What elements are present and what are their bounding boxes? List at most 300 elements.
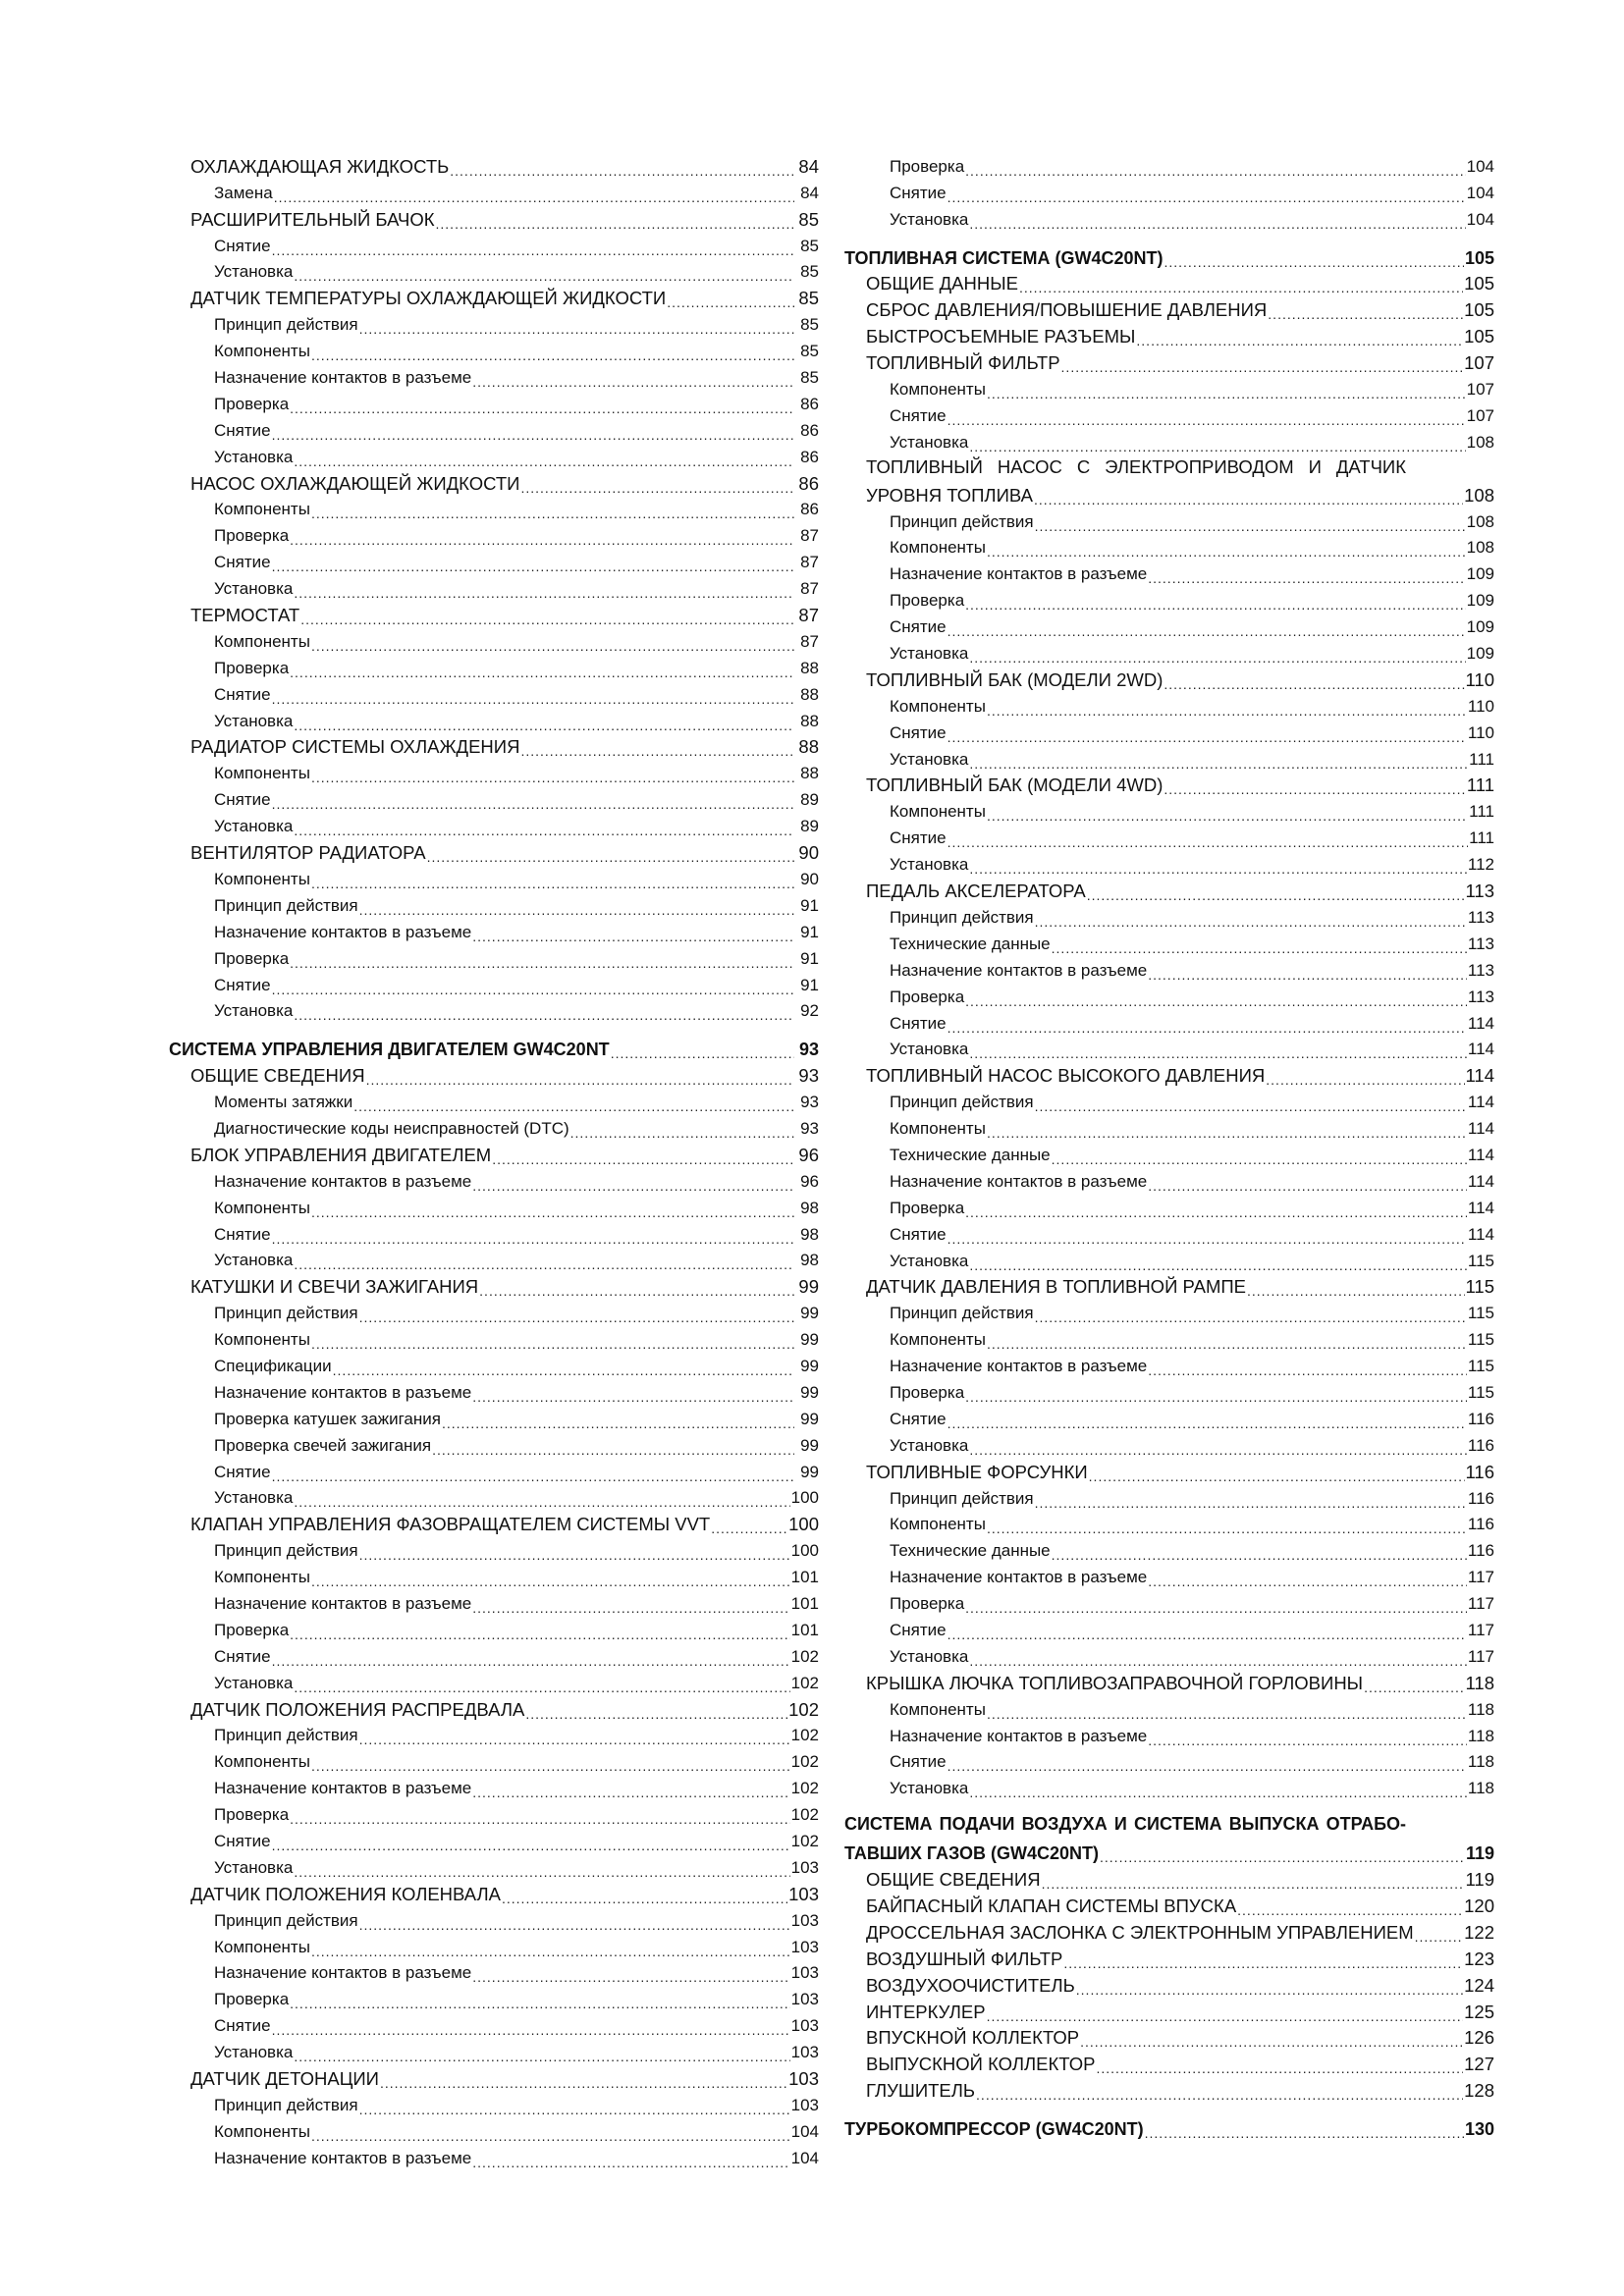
- toc-chapter-entry[interactable]: [169, 1509, 819, 1535]
- toc-subitem-entry[interactable]: [169, 2090, 819, 2116]
- toc-leader-dots: [472, 367, 794, 389]
- toc-subitem-entry[interactable]: [844, 1510, 1494, 1536]
- toc-leader-dots: [359, 895, 794, 917]
- toc-subitem-entry[interactable]: [169, 1404, 819, 1430]
- toc-page-number: 85: [798, 208, 819, 230]
- toc-entry-title: ДАТЧИК ДАВЛЕНИЯ В ТОПЛИВНОЙ РАМПЕ: [866, 1276, 1246, 1298]
- toc-chapter-entry[interactable]: [844, 294, 1494, 321]
- toc-subitem-entry[interactable]: [169, 1219, 819, 1246]
- toc-page-number: 105: [1464, 326, 1494, 347]
- toc-subitem-entry[interactable]: [169, 890, 819, 917]
- toc-page-number: 98: [800, 1251, 819, 1270]
- toc-entry-title: Спецификации: [214, 1356, 332, 1375]
- toc-chapter-entry[interactable]: [169, 732, 819, 759]
- toc-leader-dots: [290, 1989, 789, 2010]
- toc-chapter-entry[interactable]: [169, 204, 819, 231]
- toc-subitem-entry[interactable]: [844, 1377, 1494, 1404]
- toc-subitem-entry[interactable]: [844, 427, 1494, 454]
- toc-leader-dots: [1148, 563, 1465, 585]
- toc-leader-dots: [965, 1593, 1467, 1615]
- toc-chapter-entry[interactable]: [844, 1457, 1494, 1483]
- toc-subitem-entry[interactable]: [169, 2010, 819, 2037]
- toc-subitem-entry[interactable]: [844, 1430, 1494, 1457]
- toc-leader-dots: [1035, 1488, 1467, 1510]
- toc-subitem-entry[interactable]: [844, 1773, 1494, 1799]
- toc-entry-title: БЛОК УПРАВЛЕНИЯ ДВИГАТЕЛЕМ: [190, 1144, 492, 1165]
- toc-leader-dots: [311, 869, 794, 890]
- toc-subitem-entry[interactable]: [169, 178, 819, 204]
- toc-page-number: 88: [800, 764, 819, 783]
- toc-subitem-entry[interactable]: [844, 585, 1494, 612]
- toc-page-number: 109: [1466, 564, 1494, 584]
- toc-subitem-entry[interactable]: [169, 758, 819, 784]
- toc-page-number: 96: [798, 1144, 819, 1165]
- toc-entry-line2: [844, 1838, 1494, 1864]
- toc-subitem-entry[interactable]: [169, 573, 819, 600]
- toc-entry-title: Проверка: [214, 658, 290, 677]
- toc-subitem-entry[interactable]: [169, 996, 819, 1023]
- toc-subitem-entry[interactable]: [169, 1430, 819, 1457]
- toc-subitem-entry[interactable]: [844, 612, 1494, 638]
- toc-chapter-entry[interactable]: [844, 665, 1494, 691]
- toc-page-number: 113: [1465, 881, 1494, 902]
- toc-subitem-entry[interactable]: [844, 796, 1494, 823]
- toc-page-number: 108: [1464, 484, 1494, 506]
- toc-page-number: 113: [1467, 987, 1494, 1006]
- toc-page-number: 118: [1465, 1672, 1494, 1693]
- toc-subitem-entry[interactable]: [844, 400, 1494, 427]
- toc-entry-title: Установка: [890, 1251, 969, 1270]
- toc-page-number: 99: [800, 1356, 819, 1375]
- toc-subitem-entry[interactable]: [169, 2037, 819, 2063]
- toc-chapter-entry[interactable]: [844, 269, 1494, 295]
- toc-subitem-entry[interactable]: [844, 955, 1494, 982]
- toc-entry-title: ДАТЧИК ПОЛОЖЕНИЯ КОЛЕНВАЛА: [190, 1883, 501, 1904]
- toc-leader-dots: [359, 2095, 790, 2116]
- toc-leader-dots: [965, 1198, 1467, 1219]
- toc-subitem-entry[interactable]: [844, 1351, 1494, 1377]
- toc-subitem-entry[interactable]: [844, 1219, 1494, 1246]
- toc-subitem-entry[interactable]: [844, 1588, 1494, 1615]
- toc-entry-title: ОХЛАЖДАЮЩАЯ ЖИДКОСТЬ: [190, 155, 450, 177]
- toc-subitem-entry[interactable]: [169, 1535, 819, 1562]
- toc-entry-title: Компоненты: [890, 1515, 986, 1534]
- toc-leader-dots: [987, 379, 1466, 400]
- toc-leader-dots: [1148, 1356, 1467, 1377]
- toc-page-number: 102: [790, 1805, 819, 1825]
- toc-entry-title: Снятие: [214, 790, 271, 810]
- toc-leader-dots: [294, 261, 794, 283]
- toc-chapter-entry[interactable]: [844, 1944, 1494, 1970]
- toc-leader-dots: [1019, 273, 1463, 294]
- toc-page-number: 86: [800, 500, 819, 519]
- toc-subitem-entry[interactable]: [844, 1535, 1494, 1562]
- toc-subitem-entry[interactable]: [169, 1905, 819, 1932]
- toc-page-number: 103: [790, 1937, 819, 1956]
- toc-section-entry[interactable]: [844, 1811, 1494, 1864]
- toc-leader-dots: [667, 288, 794, 309]
- toc-subitem-entry[interactable]: [169, 1351, 819, 1377]
- toc-entry-title: Проверка: [214, 526, 290, 546]
- toc-entry-title: Снятие: [890, 722, 947, 742]
- toc-subitem-entry[interactable]: [844, 1562, 1494, 1588]
- toc-subitem-entry[interactable]: [169, 520, 819, 547]
- toc-subitem-entry[interactable]: [844, 1324, 1494, 1351]
- toc-subitem-entry[interactable]: [844, 1113, 1494, 1140]
- toc-page-number: 108: [1466, 538, 1494, 558]
- toc-leader-dots: [969, 643, 1465, 665]
- toc-entry-title: Снятие: [214, 420, 271, 440]
- toc-subitem-entry[interactable]: [844, 178, 1494, 204]
- toc-subitem-entry[interactable]: [169, 811, 819, 837]
- toc-subitem-entry[interactable]: [169, 309, 819, 336]
- toc-chapter-entry[interactable]: [169, 1140, 819, 1166]
- toc-page-number: 118: [1467, 1752, 1494, 1772]
- toc-subitem-entry[interactable]: [844, 929, 1494, 955]
- toc-leader-dots: [472, 1171, 794, 1193]
- toc-entry-title: Назначение контактов в разъеме: [214, 1779, 472, 1798]
- toc-leader-dots: [290, 525, 794, 547]
- toc-subitem-entry[interactable]: [844, 1404, 1494, 1430]
- toc-leader-dots: [311, 1937, 790, 1958]
- toc-entry-title: НАСОС ОХЛАЖДАЮЩЕЙ ЖИДКОСТИ: [190, 472, 520, 494]
- toc-subitem-entry[interactable]: [169, 547, 819, 573]
- toc-entry-title: Принцип действия: [214, 1541, 358, 1561]
- toc-subitem-entry[interactable]: [844, 1747, 1494, 1774]
- toc-subitem-entry[interactable]: [844, 1008, 1494, 1035]
- toc-subitem-entry[interactable]: [169, 1773, 819, 1799]
- toc-chapter-entry[interactable]: [169, 837, 819, 864]
- toc-subitem-entry[interactable]: [169, 336, 819, 362]
- toc-entry-title: Назначение контактов в разъеме: [214, 1593, 472, 1613]
- toc-subitem-entry[interactable]: [844, 151, 1494, 178]
- toc-page-number: 116: [1467, 1541, 1494, 1561]
- toc-entry-title: Проверка: [890, 1594, 965, 1614]
- toc-entry-title: Установка: [214, 1001, 294, 1021]
- toc-entry-title: Принцип действия: [214, 1726, 358, 1745]
- toc-page-number: 116: [1467, 1409, 1494, 1428]
- toc-subitem-entry[interactable]: [169, 2116, 819, 2143]
- toc-chapter-entry[interactable]: [844, 1917, 1494, 1944]
- toc-entry-title: Установка: [890, 1779, 969, 1798]
- toc-leader-dots: [969, 749, 1468, 771]
- toc-chapter-entry[interactable]: [844, 1997, 1494, 2023]
- toc-entry-title: Установка: [890, 1040, 969, 1059]
- toc-chapter-entry[interactable]: [169, 1060, 819, 1087]
- toc-leader-dots: [333, 1356, 794, 1377]
- toc-entry-title: Установка: [890, 209, 969, 229]
- toc-page-number: 109: [1466, 591, 1494, 611]
- toc-leader-dots: [1148, 1726, 1467, 1747]
- toc-subitem-entry[interactable]: [169, 1932, 819, 1958]
- toc-subitem-entry[interactable]: [844, 1615, 1494, 1641]
- toc-leader-dots: [987, 1329, 1467, 1351]
- toc-section-entry[interactable]: [844, 242, 1494, 269]
- toc-chapter-entry[interactable]: [169, 283, 819, 309]
- toc-page-number: 102: [790, 1646, 819, 1666]
- toc-chapter-entry[interactable]: [844, 321, 1494, 347]
- toc-page-number: 86: [800, 420, 819, 440]
- toc-subitem-entry[interactable]: [844, 744, 1494, 771]
- toc-entry-title: ТОПЛИВНЫЙ БАК (МОДЕЛИ 4WD): [866, 774, 1164, 796]
- toc-page-number: 99: [800, 1462, 819, 1481]
- toc-page-number: 85: [800, 342, 819, 361]
- toc-entry-title: РАДИАТОР СИСТЕМЫ ОХЛАЖДЕНИЯ: [190, 736, 520, 758]
- toc-section-entry[interactable]: [844, 2113, 1494, 2140]
- toc-leader-dots: [294, 1000, 794, 1022]
- toc-leader-dots: [311, 1567, 790, 1588]
- toc-page-number: 102: [790, 1726, 819, 1745]
- toc-leader-dots: [947, 1224, 1467, 1246]
- toc-page-number: 115: [1467, 1330, 1494, 1350]
- toc-subitem-entry[interactable]: [169, 1668, 819, 1694]
- toc-subitem-entry[interactable]: [844, 1140, 1494, 1166]
- toc-chapter-entry[interactable]: [844, 1891, 1494, 1917]
- toc-entry-title: Снятие: [214, 553, 271, 572]
- toc-page-number: 103: [790, 1963, 819, 1983]
- toc-entry-title: Установка: [214, 2043, 294, 2062]
- toc-page-number: 126: [1464, 2027, 1494, 2049]
- toc-leader-dots: [272, 1831, 790, 1852]
- toc-subitem-entry[interactable]: [169, 864, 819, 890]
- toc-leader-dots: [290, 658, 794, 679]
- toc-page-number: 118: [1467, 1726, 1494, 1745]
- toc-leader-dots: [1042, 1869, 1465, 1891]
- toc-entry-title: Снятие: [890, 1013, 947, 1033]
- toc-entry-title: Технические данные: [890, 1145, 1051, 1164]
- toc-subitem-entry[interactable]: [169, 970, 819, 996]
- toc-subitem-entry[interactable]: [169, 2143, 819, 2169]
- toc-subitem-entry[interactable]: [844, 638, 1494, 665]
- toc-subitem-entry[interactable]: [169, 706, 819, 732]
- toc-entry-title: Принцип действия: [214, 1304, 358, 1323]
- toc-entry-title: Компоненты: [214, 1330, 310, 1350]
- toc-chapter-entry[interactable]: [844, 1668, 1494, 1694]
- toc-subitem-entry[interactable]: [169, 1166, 819, 1193]
- toc-entry-title: ТОПЛИВНЫЙ ФИЛЬТР: [866, 352, 1060, 374]
- toc-subitem-entry[interactable]: [169, 1799, 819, 1826]
- toc-chapter-entry[interactable]: [844, 454, 1494, 507]
- toc-leader-dots: [432, 1435, 794, 1457]
- toc-leader-dots: [311, 341, 794, 362]
- toc-subitem-entry[interactable]: [844, 1694, 1494, 1721]
- toc-page-number: 114: [1467, 1119, 1494, 1139]
- toc-subitem-entry[interactable]: [844, 1246, 1494, 1272]
- toc-subitem-entry[interactable]: [169, 1324, 819, 1351]
- toc-entry-title: Компоненты: [890, 696, 986, 716]
- toc-page-number: 84: [800, 183, 819, 202]
- toc-subitem-entry[interactable]: [169, 1826, 819, 1852]
- toc-chapter-entry[interactable]: [844, 2023, 1494, 2050]
- toc-subitem-entry[interactable]: [169, 943, 819, 970]
- toc-entry-title: ТОПЛИВНЫЙ НАСОС ВЫСОКОГО ДАВЛЕНИЯ: [866, 1065, 1266, 1087]
- toc-leader-dots: [311, 1751, 790, 1773]
- toc-page-number: 113: [1467, 934, 1494, 953]
- toc-page-number: 111: [1469, 802, 1494, 822]
- toc-chapter-entry[interactable]: [844, 1060, 1494, 1087]
- toc-subitem-entry[interactable]: [844, 691, 1494, 718]
- toc-leader-dots: [436, 209, 794, 231]
- toc-chapter-entry[interactable]: [169, 2063, 819, 2090]
- toc-entry-title: КАТУШКИ И СВЕЧИ ЗАЖИГАНИЯ: [190, 1276, 479, 1298]
- toc-leader-dots: [294, 447, 794, 468]
- toc-entry-title: ОБЩИЕ СВЕДЕНИЯ: [190, 1065, 365, 1087]
- toc-subitem-entry[interactable]: [169, 1483, 819, 1510]
- toc-subitem-entry[interactable]: [169, 626, 819, 653]
- toc-page-number: 103: [790, 1857, 819, 1877]
- toc-chapter-entry[interactable]: [169, 1271, 819, 1298]
- toc-subitem-entry[interactable]: [169, 1588, 819, 1615]
- toc-column-right: [844, 151, 1494, 2140]
- toc-entry-title: Принцип действия: [214, 895, 358, 915]
- toc-chapter-entry[interactable]: [844, 2049, 1494, 2075]
- toc-page-number: 85: [800, 262, 819, 282]
- toc-subitem-entry[interactable]: [169, 1113, 819, 1140]
- toc-subitem-entry[interactable]: [169, 1746, 819, 1773]
- toc-subitem-entry[interactable]: [169, 257, 819, 284]
- toc-chapter-entry[interactable]: [844, 876, 1494, 902]
- toc-subitem-entry[interactable]: [169, 653, 819, 679]
- toc-page-number: 117: [1467, 1620, 1494, 1639]
- toc-entry-title: ВОЗДУШНЫЙ ФИЛЬТР: [866, 1948, 1063, 1969]
- toc-leader-dots: [965, 156, 1465, 178]
- toc-leader-dots: [427, 842, 794, 864]
- toc-entry-title: ДАТЧИК ДЕТОНАЦИИ: [190, 2068, 379, 2090]
- toc-subitem-entry[interactable]: [169, 1246, 819, 1272]
- toc-entry-title: РАСШИРИТЕЛЬНЫЙ БАЧОК: [190, 208, 435, 230]
- toc-subitem-entry[interactable]: [169, 1852, 819, 1879]
- toc-subitem-entry[interactable]: [844, 559, 1494, 585]
- toc-entry-title: Назначение контактов в разъеме: [214, 368, 472, 388]
- toc-leader-dots: [290, 1620, 789, 1641]
- toc-subitem-entry[interactable]: [844, 982, 1494, 1008]
- toc-chapter-entry[interactable]: [169, 1694, 819, 1721]
- toc-leader-dots: [472, 1778, 789, 1799]
- toc-subitem-entry[interactable]: [169, 1641, 819, 1668]
- toc-subitem-entry[interactable]: [844, 849, 1494, 876]
- toc-page-number: 84: [798, 155, 819, 177]
- toc-leader-dots: [366, 1065, 794, 1087]
- toc-subitem-entry[interactable]: [844, 1193, 1494, 1219]
- toc-entry-title: Назначение контактов в разъеме: [890, 1171, 1148, 1191]
- toc-subitem-entry[interactable]: [169, 362, 819, 389]
- toc-entry-title: Снятие: [890, 183, 947, 202]
- toc-subitem-entry[interactable]: [844, 533, 1494, 560]
- toc-subitem-entry[interactable]: [169, 917, 819, 943]
- toc-subitem-entry[interactable]: [844, 1035, 1494, 1061]
- toc-subitem-entry[interactable]: [169, 495, 819, 521]
- toc-leader-dots: [969, 1435, 1467, 1457]
- toc-subitem-entry[interactable]: [844, 1721, 1494, 1747]
- toc-entry-title: Установка: [214, 1857, 294, 1877]
- toc-page-number: 118: [1467, 1699, 1494, 1719]
- toc-subitem-entry[interactable]: [169, 1193, 819, 1219]
- toc-subitem-entry[interactable]: [844, 507, 1494, 533]
- toc-entry-title: ИНТЕРКУЛЕР: [866, 2001, 986, 2022]
- toc-subitem-entry[interactable]: [169, 1562, 819, 1588]
- toc-entry-title: Моменты затяжки: [214, 1093, 353, 1112]
- toc-entry-title: Снятие: [890, 1409, 947, 1428]
- toc-subitem-entry[interactable]: [169, 1615, 819, 1641]
- toc-leader-dots: [969, 1646, 1467, 1668]
- toc-page-number: 112: [1467, 855, 1494, 875]
- toc-subitem-entry[interactable]: [844, 374, 1494, 400]
- toc-chapter-entry[interactable]: [844, 1970, 1494, 1997]
- toc-chapter-entry[interactable]: [169, 1879, 819, 1905]
- toc-entry-title-line1: ТОПЛИВНЫЙ НАСОС С ЭЛЕКТРОПРИВОДОМ И ДАТЧИК: [866, 455, 1406, 477]
- toc-leader-dots: [711, 1514, 787, 1535]
- toc-leader-dots: [947, 828, 1469, 849]
- toc-leader-dots: [294, 1487, 789, 1509]
- toc-leader-dots: [1266, 1065, 1464, 1087]
- toc-subitem-entry[interactable]: [169, 231, 819, 257]
- toc-subitem-entry[interactable]: [169, 415, 819, 442]
- toc-subitem-entry[interactable]: [169, 1377, 819, 1404]
- toc-entry-title: Замена: [214, 183, 273, 202]
- toc-subitem-entry[interactable]: [169, 442, 819, 468]
- toc-entry-title: Установка: [214, 1488, 294, 1508]
- toc-chapter-entry[interactable]: [844, 771, 1494, 797]
- toc-subitem-entry[interactable]: [169, 1087, 819, 1113]
- toc-subitem-entry[interactable]: [169, 784, 819, 811]
- toc-subitem-entry[interactable]: [844, 1166, 1494, 1193]
- toc-chapter-entry[interactable]: [844, 2075, 1494, 2102]
- toc-chapter-entry[interactable]: [844, 1272, 1494, 1299]
- toc-section-entry[interactable]: [169, 1034, 819, 1060]
- toc-subitem-entry[interactable]: [169, 389, 819, 415]
- toc-entry-title: Установка: [890, 749, 969, 769]
- toc-subitem-entry[interactable]: [844, 1298, 1494, 1324]
- toc-subitem-entry[interactable]: [844, 718, 1494, 744]
- toc-page-number: 110: [1467, 696, 1494, 716]
- toc-subitem-entry[interactable]: [169, 679, 819, 706]
- toc-leader-dots: [472, 1593, 789, 1615]
- toc-subitem-entry[interactable]: [844, 1087, 1494, 1113]
- toc-page-number: 111: [1466, 774, 1494, 796]
- toc-page-number: 115: [1467, 1251, 1494, 1270]
- toc-page-number: 104: [790, 2121, 819, 2141]
- toc-entry-title: Назначение контактов в разъеме: [214, 1171, 472, 1191]
- toc-entry-title: Компоненты: [890, 1330, 986, 1350]
- toc-entry-title: ТОПЛИВНЫЕ ФОРСУНКИ: [866, 1461, 1088, 1482]
- toc-chapter-entry[interactable]: [169, 468, 819, 495]
- toc-chapter-entry[interactable]: [169, 600, 819, 626]
- toc-page-number: 122: [1464, 1921, 1494, 1943]
- toc-subitem-entry[interactable]: [169, 1457, 819, 1483]
- toc-entry-title: Установка: [890, 1646, 969, 1666]
- toc-entry-title: Установка: [214, 1673, 294, 1692]
- toc-subitem-entry[interactable]: [169, 1984, 819, 2010]
- toc-subitem-entry[interactable]: [844, 1483, 1494, 1510]
- toc-subitem-entry[interactable]: [844, 204, 1494, 231]
- toc-leader-dots: [1268, 299, 1463, 321]
- toc-leader-dots: [520, 473, 794, 495]
- toc-chapter-entry[interactable]: [844, 347, 1494, 374]
- toc-chapter-entry[interactable]: [844, 1864, 1494, 1891]
- toc-leader-dots: [472, 1962, 789, 1984]
- toc-subitem-entry[interactable]: [169, 1958, 819, 1985]
- toc-subitem-entry[interactable]: [844, 902, 1494, 929]
- toc-subitem-entry[interactable]: [844, 1641, 1494, 1668]
- toc-entry-title: ТУРБОКОМПРЕССОР (GW4C20NT): [844, 2119, 1144, 2140]
- toc-leader-dots: [987, 1514, 1467, 1535]
- toc-leader-dots: [1415, 1922, 1464, 1944]
- toc-entry-title: Проверка: [214, 1620, 290, 1639]
- toc-chapter-entry[interactable]: [169, 151, 819, 178]
- toc-subitem-entry[interactable]: [169, 1721, 819, 1747]
- toc-subitem-entry[interactable]: [844, 823, 1494, 849]
- toc-subitem-entry[interactable]: [169, 1298, 819, 1324]
